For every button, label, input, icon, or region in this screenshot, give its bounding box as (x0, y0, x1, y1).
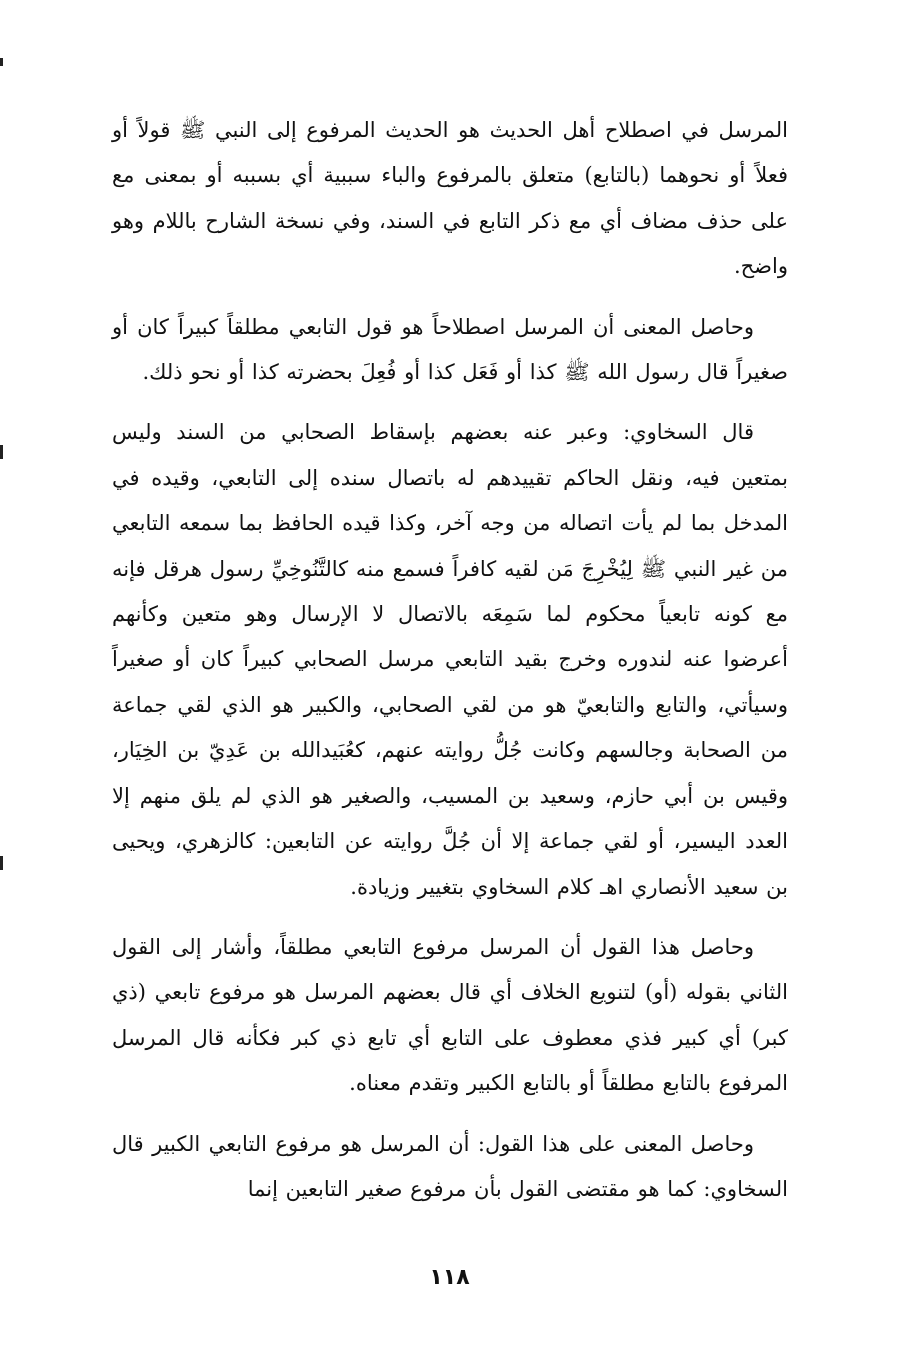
paragraph-summary-meaning (112, 305, 788, 396)
paragraph-text: وحاصل المعنى على هذا القول: أن المرسل هو مرفوع التابعي الكبير قال السخاوي: كما هو مقتضى القول بأن مرفوع صغير التابعين إنما (112, 1131, 788, 1201)
scan-edge-mark (0, 58, 3, 66)
paragraph-text: وحاصل هذا القول أن المرسل مرفوع التابعي مطلقاً، وأشار إلى القول الثاني بقوله (أو) لتنويع الخلاف أي قال بعضهم المرسل هو مرفوع تابعي (ذي كبر) أي كبير فذي معطوف على التابع أي تابع ذي كبر فكأنه قال المرسل المرفوع بالتابع مطلقاً أو بالتابع الكبير وتقدم معناه. (112, 934, 788, 1096)
paragraph-text: قال السخاوي: وعبر عنه بعضهم بإسقاط الصحابي من السند وليس بمتعين فيه، ونقل الحاكم تقييدهم له باتصال سنده إلى التابعي، وقيده في المدخل بما لم يأت اتصاله من وجه آخر، وكذا قيده الحافظ بما سمعه التابعي من غير النبي ﷺ لِيُخْرِجَ مَن لقيه كافراً فسمع منه كالتَّنُوخِيِّ رسول هرقل فإنه مع كونه تابعياً محكوم لما سَمِعَه بالاتصال لا الإرسال وهو متعين وكأنهم أعرضوا عنه لندوره وخرج بقيد التابعي مرسل الصحابي كبيراً كان أو صغيراً وسيأتي، والتابع والتابعيّ هو من لقي الصحابي، والكبير هو الذي لقي جماعة من الصحابة وجالسهم وكانت جُلُّ روايته عنهم، كعُبَيدالله بن عَدِيّ بن الخِيَار، وقيس بن أبي حازم، وسعيد بن المسيب، والصغير هو الذي لم يلق منهم إلا العدد اليسير، أو لقي جماعة إلا أن جُلَّ روايته عن التابعين: كالزهري، ويحيى بن سعيد الأنصاري اهـ كلام السخاوي بتغيير وزيادة. (112, 420, 788, 899)
paragraph-text: المرسل في اصطلاح أهل الحديث هو الحديث المرفوع إلى النبي ﷺ قولاً أو فعلاً أو نحوهما (بالتابع) متعلق بالمرفوع والباء سببية أي بسببه أو بمعنى مع على حذف مضاف أي مع ذكر التابع في السند، وفي نسخة الشارح باللام وهو واضح. (112, 118, 788, 279)
scan-edge-mark (0, 856, 3, 870)
paragraph-mursal-definition (112, 108, 788, 290)
paragraph-second-opinion (112, 925, 788, 1107)
page-number: ١١٨ (429, 1265, 470, 1290)
paragraph-continuation (112, 1122, 788, 1213)
paragraph-sakhawi-quote (112, 410, 788, 909)
page-body (112, 108, 788, 1212)
scan-edge-mark (0, 445, 3, 459)
paragraph-text: وحاصل المعنى أن المرسل اصطلاحاً هو قول التابعي مطلقاً كبيراً كان أو صغيراً قال رسول الله ﷺ كذا أو فَعَل كذا أو فُعِلَ بحضرته كذا أو نحو ذلك. (112, 314, 788, 385)
